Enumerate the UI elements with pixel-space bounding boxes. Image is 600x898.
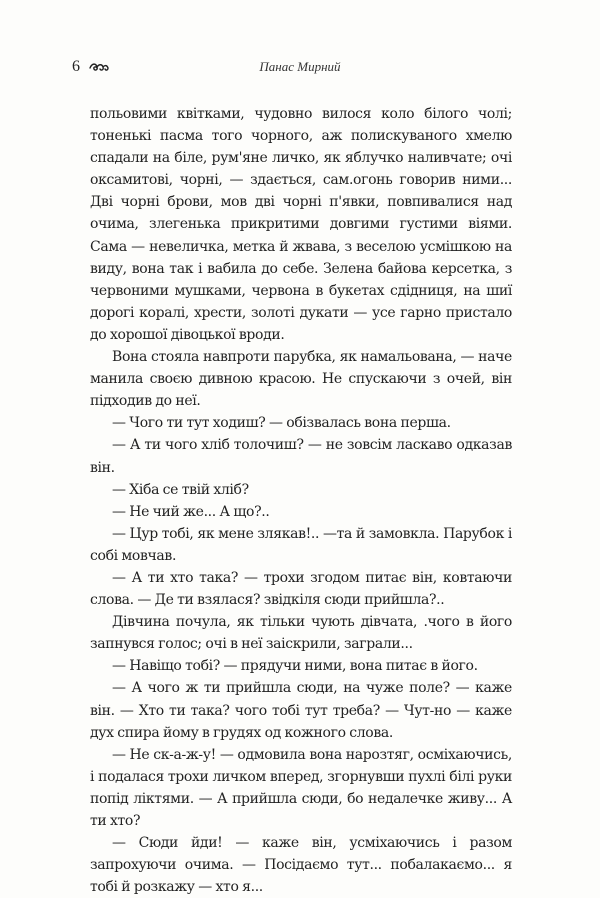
- page-header: [72, 56, 528, 78]
- running-head-author: Панас Мирний: [259, 59, 341, 74]
- paragraph: — Чого ти тут ходиш? — обізвалась вона перша.: [112, 415, 451, 432]
- body-text: [90, 103, 512, 898]
- paragraph: — Цур тобі, як мене злякав!.. —та й замовкла. Парубок і собі мовчав.: [90, 525, 512, 564]
- paragraph: — А ти хто така? — трохи згодом питає він, ковтаючи слова. — Де ти взялася? звідкіля сюди прийшла?..: [90, 569, 512, 609]
- paragraph: Дівчина почула, як тільки чують дівчата, .чого в його запнувся голос; очі в неї заіскрили, заграли...: [90, 614, 512, 653]
- paragraph: польовими квітками, чудовно вилося коло білого чолі; тоненькі пасма того чорного, аж полискуваного хмелю спадали на біле, рум'яне личко, як яблучко наливчате; очі оксамитові, чорні, — здається, сам.огонь говорив ними... Дві чорні брови, мов дві чорні п'явки, повпивалися над очима, злегенька прикритими довгими густими віями. Сама — невеличка, метка й жвава, з веселою усмішкою на виду, вона так і вабила до себе. Зелена байова керсетка, з червоними мушками, червона в букетах сдідниця, на шиї дорогі коралі, хрести, золоті дукати — усе гарно пристало до хорошої дівоцької вроди.: [90, 106, 512, 343]
- paragraph: — Не ск-а-ж-у! — одмовила вона нарозтяг, осміхаючись, і подалася трохи личком вперед, згорнувши пухлі білі руки попід ліктями. — А прийшла сюди, бо недалечке живу... А ти хто?: [90, 746, 512, 829]
- paragraph: — А чого ж ти прийшла сюди, на чуже поле? — каже він. — Хто ти така? чого тобі тут треба? — Чут-но — каже дух спира йому в грудях од кожного слова.: [90, 680, 512, 741]
- paragraph: — Хіба се твій хліб?: [112, 481, 249, 498]
- paragraph: — Сюди йди! — каже він, усміхаючись і разом запрохуючи очима. — Посідаємо тут... побалакаємо... я тобі й розкажу — хто я...: [90, 835, 512, 896]
- page-number: 6: [72, 58, 80, 75]
- paragraph: — Навіщо тобі? — прядучи ними, вона питає в його.: [112, 658, 478, 675]
- paragraph: — Не чий же... А що?..: [112, 503, 270, 520]
- paragraph: — А ти чого хліб толочиш? — не зовсім ласкаво одказав він.: [90, 437, 512, 476]
- paragraph: Вона стояла навпроти парубка, як намальована, — наче манила своєю дивною красою. Не спускаючи з очей, він підходив до неї.: [90, 349, 512, 410]
